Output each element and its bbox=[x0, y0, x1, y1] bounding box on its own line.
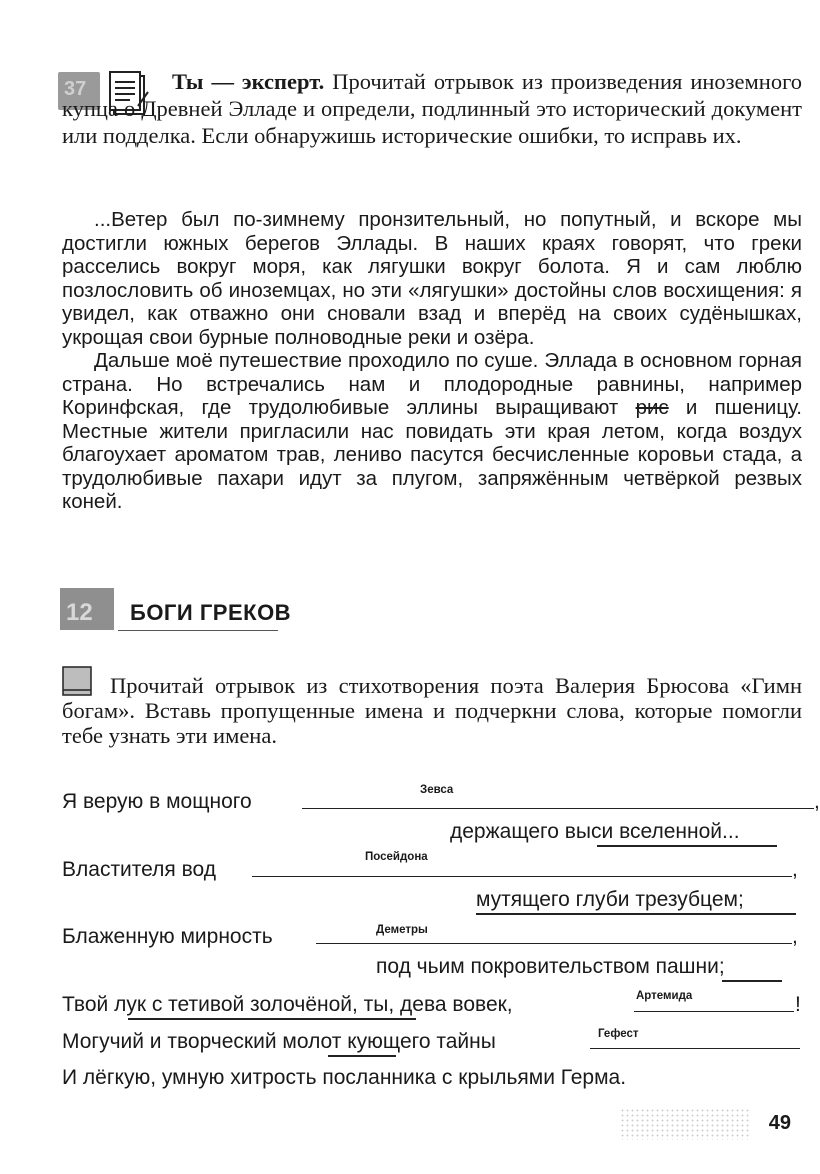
task-1-title: Ты — эксперт. bbox=[172, 69, 325, 94]
task-2-instructions: Прочитай отрывок из стихотворения поэта Валерия Брюсова «Гимн богам». Вставь пропущенные имена и подчеркни слова, которые помогли тебе узнать эти имена. bbox=[62, 673, 802, 748]
poem-line-6: под чьим покровительством пашни; bbox=[376, 955, 725, 978]
task-1-text: Прочитай отрывок из произведения иноземного купца о Древней Элладе и определи, подлинный это исторический документ или подделка. Если обнаружишь исторические ошибки, то исправь их. bbox=[62, 69, 802, 148]
section-number-badge bbox=[58, 584, 118, 634]
poem-line-3: Властителя вод bbox=[62, 858, 217, 881]
scan-noise bbox=[620, 1108, 750, 1140]
blank-2[interactable] bbox=[252, 858, 792, 877]
page-number: 49 bbox=[768, 1112, 791, 1134]
underline-trezubtsem bbox=[476, 913, 796, 915]
poem-line-1-end: , bbox=[814, 790, 820, 813]
struck-word: рис bbox=[635, 396, 669, 419]
poem-line-9: И лёгкую, умную хитрость посланника с крыльями Герма. bbox=[62, 1066, 627, 1089]
underline-vysi-vselennoy bbox=[597, 845, 777, 847]
poem-line-5-end: , bbox=[792, 925, 798, 948]
answer-1: Зевса bbox=[420, 784, 454, 796]
answer-2: Посейдона bbox=[365, 851, 428, 863]
answer-3: Деметры bbox=[376, 924, 428, 936]
poem-line-7-end: ! bbox=[795, 993, 801, 1016]
section-divider bbox=[118, 630, 278, 631]
poem-line-2: держащего выси вселенной... bbox=[450, 820, 740, 843]
poem-line-7: Твой лук с тетивой золочёной, ты, дева вовек, bbox=[62, 993, 513, 1016]
poem-line-1: Я верую в мощного bbox=[62, 790, 252, 813]
poem-line-5: Блаженную мирность bbox=[62, 925, 273, 948]
task-1-instructions bbox=[62, 68, 802, 149]
blank-1[interactable] bbox=[302, 790, 814, 809]
underline-luk bbox=[128, 1018, 416, 1020]
answer-4: Артемида bbox=[636, 990, 693, 1002]
underline-pashni bbox=[722, 980, 782, 982]
poem-line-4: мутящего глуби трезубцем; bbox=[476, 888, 744, 911]
section-title: БОГИ ГРЕКОВ bbox=[130, 600, 292, 625]
task-number-badge: 37 bbox=[58, 72, 100, 110]
underline-molot bbox=[328, 1055, 396, 1057]
passage-paragraph-1: ...Ветер был по-зимнему пронзительный, но попутный, и вскоре мы достигли южных берегов Эллады. В наших краях говорят, что греки расселись вокруг моря, как лягушки вокруг болота. Я и сам люблю позлословить об иноземцах, но эти «лягушки» достойны слов восхищения: я увидел, как отважно они сновали взад и вперёд на своих судёнышках, укрощая свои бурные полноводные реки и озёра. bbox=[62, 208, 802, 349]
poem-line-3-end: , bbox=[792, 858, 798, 881]
answer-5: Гефест bbox=[598, 1028, 639, 1040]
poem-line-8: Могучий и творческий молот кующего тайны bbox=[62, 1030, 496, 1053]
svg-text:12: 12 bbox=[66, 599, 93, 626]
merchant-passage bbox=[62, 208, 802, 514]
passage-paragraph-2: Дальше моё путешествие проходило по суше. Эллада в основном горная страна. Но встречались нам и плодородные равнины, например Коринфская, где трудолюбивые эллины выращивают рис и пшеницу. Местные жители пригласили нас повидать эти края летом, когда воздух благоухает ароматом трав, лениво пасутся бесчисленные коровьи стада, а трудолюбивые пахари идут за плугом, запряжённым четвёркой резвых коней. bbox=[62, 349, 802, 513]
